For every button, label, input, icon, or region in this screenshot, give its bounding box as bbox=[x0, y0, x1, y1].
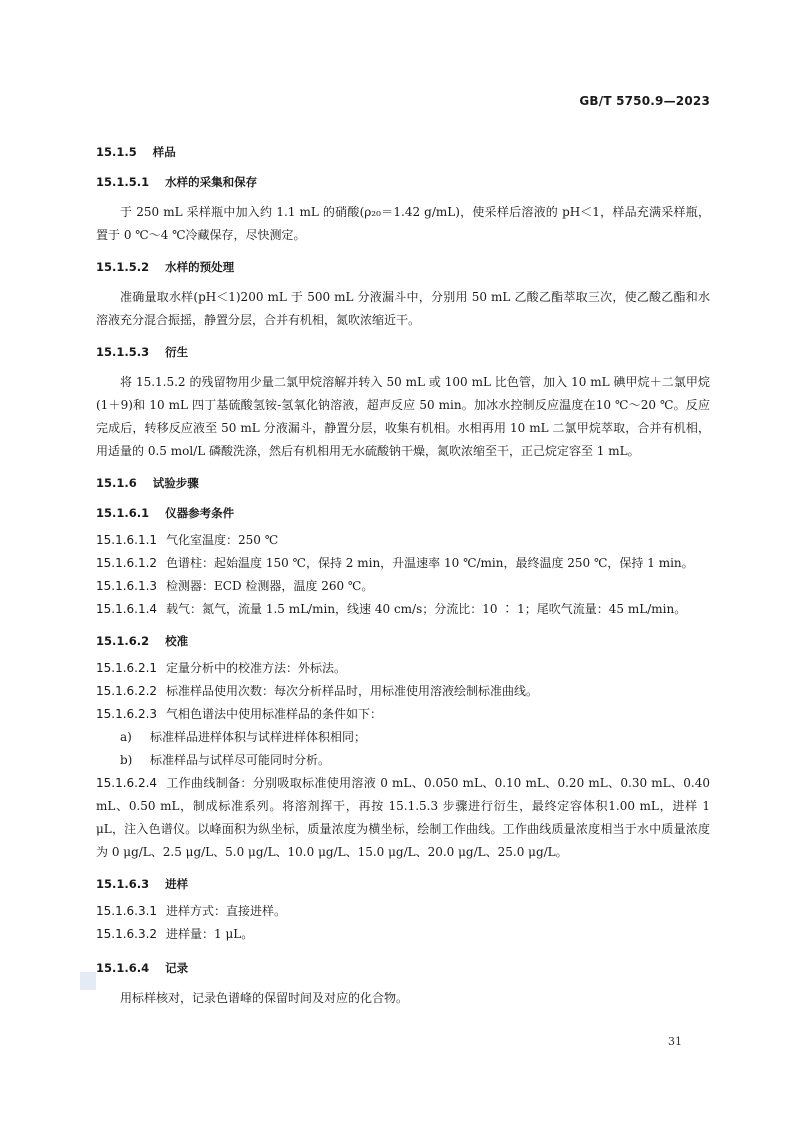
heading-title: 仪器参考条件 bbox=[165, 506, 235, 520]
sub-item-text: 标准样品与试样尽可能同时分析。 bbox=[150, 753, 331, 767]
heading-number: 15.1.5.1 bbox=[96, 175, 150, 189]
item-number: 15.1.6.1.2 bbox=[96, 556, 158, 570]
heading-title: 水样的采集和保存 bbox=[165, 175, 258, 189]
sub-list-item bbox=[120, 726, 710, 749]
item-text: 标准样品使用次数：每次分析样品时，用标准使用溶液绘制标准曲线。 bbox=[166, 684, 539, 698]
heading-15-1-5 bbox=[96, 144, 710, 160]
list-item bbox=[96, 657, 710, 680]
item-number: 15.1.6.2.1 bbox=[96, 661, 158, 675]
list-item bbox=[96, 529, 710, 552]
page-content bbox=[96, 144, 710, 1010]
list-item bbox=[96, 680, 710, 703]
heading-15-1-5-2 bbox=[96, 259, 710, 275]
item-text: 工作曲线制备：分别吸取标准使用溶液 0 mL、0.050 mL、0.10 mL、0.20 mL、0.30 mL、0.40 mL、0.50 mL，制成标准系列。将溶剂挥干，再按 15.1.5.3 步骤进行衍生，最终定容体积1.00 mL，进样 1 μL，注入色谱仪。以峰面积为纵坐标，质量浓度为横坐标，绘制工作曲线。工作曲线质量浓度相当于水中质量浓度为 0 μg/L、2.5 μg/L、5.0 μg/L、10.0 μg/L、15.0 μg/L、20.0 μg/L、25.0 μg/L。 bbox=[96, 776, 710, 859]
item-number: 15.1.6.3.1 bbox=[96, 904, 158, 918]
heading-15-1-6-1 bbox=[96, 505, 710, 521]
item-text: 载气：氮气，流量 1.5 mL/min，线速 40 cm/s；分流比：10 ∶ 1；尾吹气流量：45 mL/min。 bbox=[166, 602, 687, 616]
heading-number: 15.1.6.2 bbox=[96, 634, 150, 648]
item-text: 定量分析中的校准方法：外标法。 bbox=[166, 661, 347, 675]
item-number: 15.1.6.1.1 bbox=[96, 533, 158, 547]
paragraph-record: 用标样核对，记录色谱峰的保留时间及对应的化合物。 bbox=[120, 991, 409, 1005]
item-text: 气相色谱法中使用标准样品的条件如下： bbox=[166, 707, 383, 721]
heading-title: 衍生 bbox=[165, 345, 189, 359]
item-text: 进样量：1 μL。 bbox=[166, 927, 254, 941]
heading-15-1-6 bbox=[96, 475, 710, 491]
sub-item-text: 标准样品进样体积与试样进样体积相同； bbox=[150, 730, 367, 744]
heading-title: 样品 bbox=[152, 145, 176, 159]
heading-title: 水样的预处理 bbox=[165, 260, 235, 274]
item-text: 色谱柱：起始温度 150 ℃，保持 2 min，升温速率 10 ℃/min，最终温度 250 ℃，保持 1 min。 bbox=[166, 556, 694, 570]
paragraph-derivatization: 将 15.1.5.2 的残留物用少量二氯甲烷溶解并转入 50 mL 或 100 mL 比色管，加入 10 mL 碘甲烷＋二氯甲烷(1＋9)和 10 mL 四丁基硫酸氢铵-氢氧化钠溶液，超声反应 50 min。加冰水控制反应温度在10 ℃～20 ℃。反应完成后，转移反应液至 50 mL 分液漏斗，静置分层，收集有机相。水相再用 10 mL 二氯甲烷萃取，合并有机相，用适量的 0.5 mol/L 磷酸洗涤，然后有机相用无水硫酸钠干燥，氮吹浓缩至干，正己烷定容至 1 mL。 bbox=[96, 375, 710, 458]
page-number: 31 bbox=[668, 1035, 682, 1048]
item-number: 15.1.6.1.3 bbox=[96, 579, 158, 593]
paragraph-pretreatment: 准确量取水样(pH＜1)200 mL 于 500 mL 分液漏斗中，分别用 50 mL 乙酸乙酯萃取三次，使乙酸乙酯和水溶液充分混合振摇，静置分层，合并有机相，氮吹浓缩近干。 bbox=[96, 290, 710, 327]
heading-number: 15.1.5 bbox=[96, 145, 137, 159]
sub-item-marker: a) bbox=[120, 730, 132, 744]
list-item bbox=[96, 552, 710, 575]
heading-15-1-5-1 bbox=[96, 174, 710, 190]
heading-number: 15.1.6.1 bbox=[96, 506, 150, 520]
heading-number: 15.1.5.2 bbox=[96, 260, 150, 274]
item-text: 检测器：ECD 检测器，温度 260 ℃。 bbox=[166, 579, 374, 593]
heading-number: 15.1.6.4 bbox=[96, 961, 150, 975]
heading-15-1-6-2 bbox=[96, 633, 710, 649]
item-number: 15.1.6.2.4 bbox=[96, 776, 158, 790]
heading-15-1-6-3 bbox=[96, 876, 710, 892]
item-number: 15.1.6.1.4 bbox=[96, 602, 158, 616]
list-item bbox=[96, 598, 710, 621]
heading-title: 试验步骤 bbox=[152, 476, 199, 490]
list-item bbox=[96, 703, 710, 726]
heading-title: 进样 bbox=[165, 877, 189, 891]
list-item-calibration-curve bbox=[96, 772, 710, 864]
item-number: 15.1.6.2.3 bbox=[96, 707, 158, 721]
heading-number: 15.1.6 bbox=[96, 476, 137, 490]
sub-list-item bbox=[120, 749, 710, 772]
list-item bbox=[96, 900, 710, 923]
item-number: 15.1.6.3.2 bbox=[96, 927, 158, 941]
item-text: 气化室温度：250 ℃ bbox=[166, 533, 279, 547]
heading-15-1-6-4 bbox=[96, 960, 710, 976]
standard-code: GB/T 5750.9—2023 bbox=[579, 94, 710, 108]
list-item bbox=[96, 575, 710, 598]
heading-title: 记录 bbox=[165, 961, 189, 975]
item-text: 进样方式：直接进样。 bbox=[166, 904, 287, 918]
sub-item-marker: b) bbox=[120, 753, 133, 767]
scan-mark bbox=[80, 972, 96, 990]
heading-15-1-5-3 bbox=[96, 344, 710, 360]
list-item bbox=[96, 923, 710, 946]
paragraph-sampling: 于 250 mL 采样瓶中加入约 1.1 mL 的硝酸(ρ₂₀＝1.42 g/mL)，使采样后溶液的 pH＜1，样品充满采样瓶，置于 0 ℃～4 ℃冷藏保存，尽快测定。 bbox=[96, 205, 710, 242]
heading-number: 15.1.5.3 bbox=[96, 345, 150, 359]
item-number: 15.1.6.2.2 bbox=[96, 684, 158, 698]
heading-title: 校准 bbox=[165, 634, 189, 648]
heading-number: 15.1.6.3 bbox=[96, 877, 150, 891]
